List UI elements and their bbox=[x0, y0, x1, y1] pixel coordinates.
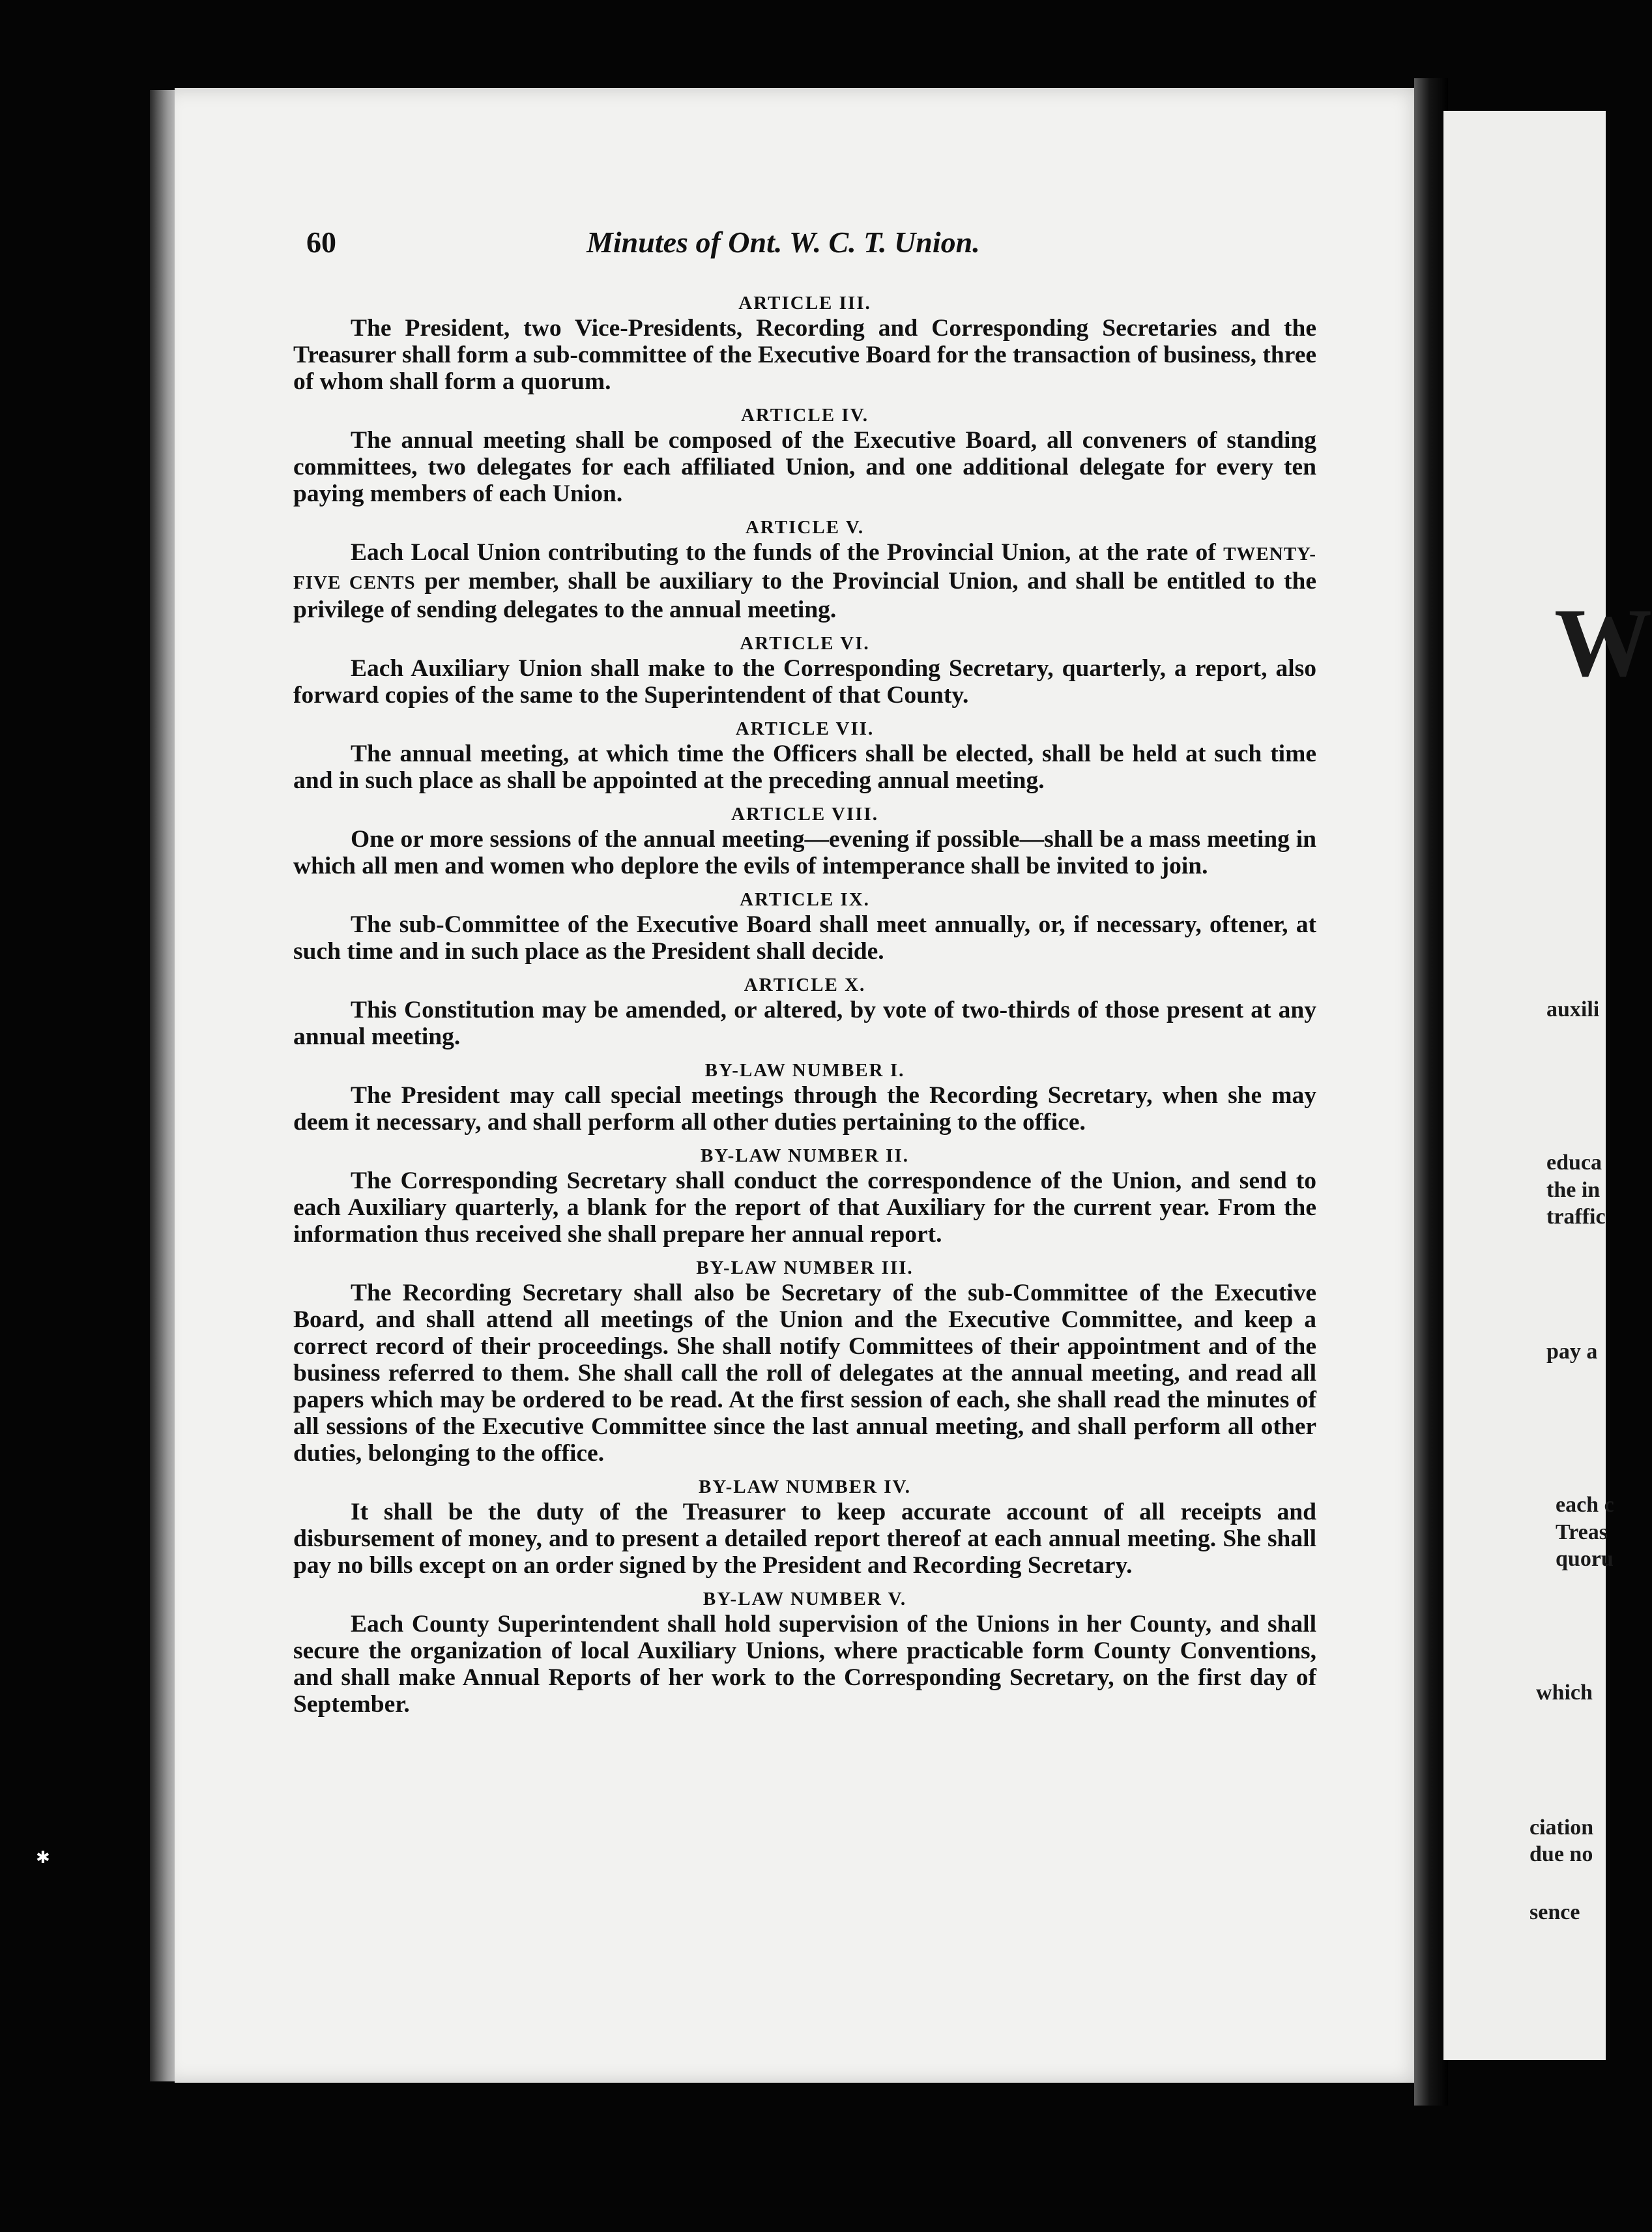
section-heading: ARTICLE VII. bbox=[735, 718, 875, 739]
page-number: 60 bbox=[306, 226, 336, 259]
facing-fragment: quoru bbox=[1556, 1547, 1614, 1571]
section-heading: BY-LAW NUMBER IV. bbox=[699, 1476, 911, 1497]
section-heading: BY-LAW NUMBER I. bbox=[704, 1060, 905, 1081]
facing-fragment: Treas bbox=[1556, 1520, 1608, 1544]
section-article-8 bbox=[293, 803, 1316, 879]
section-heading: ARTICLE IX. bbox=[740, 889, 870, 910]
section-paragraph: The annual meeting shall be composed of the Executive Board, all conveners of standing committees, two delegates for each affiliated Union, and one additional delegate for every ten paying members of each Union. bbox=[293, 427, 1316, 507]
facing-fragment: ciation bbox=[1529, 1815, 1594, 1840]
section-paragraph: One or more sessions of the annual meeting—evening if possible—shall be a mass meeting in which all men and women who deplore the evils of intemperance shall be invited to join. bbox=[293, 826, 1316, 879]
page-body bbox=[293, 292, 1316, 1727]
section-heading: ARTICLE V. bbox=[745, 517, 865, 538]
section-heading: ARTICLE VIII. bbox=[731, 804, 878, 825]
facing-fragment: educa bbox=[1546, 1151, 1602, 1175]
section-bylaw-2 bbox=[293, 1145, 1316, 1248]
facing-fragment: the in bbox=[1546, 1178, 1601, 1202]
section-heading: ARTICLE X. bbox=[744, 975, 866, 995]
section-article-3 bbox=[293, 292, 1316, 395]
section-paragraph: It shall be the duty of the Treasurer to keep accurate account of all receipts and disbursement of money, and to present a detailed report thereof at each annual meeting. She shall pay no bills except on an order signed by the President and Recording Secretary. bbox=[293, 1499, 1316, 1579]
emphasized-amount: TWENTY-FIVE CENTS bbox=[293, 544, 1316, 593]
facing-fragment: auxili bbox=[1546, 997, 1600, 1021]
section-article-9 bbox=[293, 888, 1316, 965]
section-article-5 bbox=[293, 516, 1316, 623]
section-paragraph: This Constitution may be amended, or altered, by vote of two-thirds of those present at any annual meeting. bbox=[293, 997, 1316, 1050]
section-article-4 bbox=[293, 404, 1316, 507]
facing-fragment: each c bbox=[1556, 1493, 1614, 1517]
section-paragraph: The President may call special meetings through the Recording Secretary, when she may deem it necessary, and shall perform all other duties pertaining to the office. bbox=[293, 1082, 1316, 1136]
facing-fragment: sence bbox=[1529, 1900, 1580, 1924]
page-header bbox=[306, 225, 1313, 264]
facing-fragment: traffic bbox=[1546, 1205, 1606, 1229]
paragraph-text: Each Local Union contributing to the funds of the Provincial Union, at the rate of bbox=[351, 539, 1224, 566]
section-heading: BY-LAW NUMBER III. bbox=[696, 1257, 914, 1278]
section-bylaw-4 bbox=[293, 1476, 1316, 1579]
facing-fragment: which bbox=[1536, 1681, 1593, 1705]
section-paragraph: The Recording Secretary shall also be Secretary of the sub-Committee of the Executive Board, and shall attend all meetings of the Union and the Executive Committee, and keep a correct record of their proceedings. She shall notify Committees of their appointment and of the business referred to them. She shall call the roll of delegates at the annual meeting, and read all papers which may be ordered to be read. At the first session of each, she shall read the minutes of all sessions of the Executive Committee since the last annual meeting, and shall perform all other duties, belonging to the office. bbox=[293, 1280, 1316, 1467]
facing-fragment: pay a bbox=[1546, 1340, 1598, 1364]
section-paragraph: The President, two Vice-Presidents, Recording and Corresponding Secretaries and the Treasurer shall form a sub-committee of the Executive Board for the transaction of business, three of whom shall form a quorum. bbox=[293, 315, 1316, 395]
section-paragraph: Each Auxiliary Union shall make to the Corresponding Secretary, quarterly, a report, also forward copies of the same to the Superintendent of that County. bbox=[293, 655, 1316, 709]
section-article-7 bbox=[293, 718, 1316, 794]
section-heading: BY-LAW NUMBER II. bbox=[700, 1145, 910, 1166]
section-heading: ARTICLE III. bbox=[738, 293, 871, 314]
section-paragraph: The annual meeting, at which time the Officers shall be elected, shall be held at such time and in such place as shall be appointed at the preceding annual meeting. bbox=[293, 741, 1316, 794]
scan-speck-icon: ✱ bbox=[36, 1848, 50, 1867]
section-paragraph bbox=[293, 539, 1316, 623]
section-bylaw-5 bbox=[293, 1588, 1316, 1718]
section-article-10 bbox=[293, 974, 1316, 1050]
paragraph-text: per member, shall be auxiliary to the Provincial Union, and shall be entitled to the privilege of sending delegates to the annual meeting. bbox=[293, 568, 1316, 623]
facing-fragment: W bbox=[1554, 589, 1652, 697]
facing-page bbox=[1443, 111, 1652, 2060]
section-bylaw-1 bbox=[293, 1059, 1316, 1136]
section-heading: BY-LAW NUMBER V. bbox=[703, 1589, 907, 1609]
section-article-6 bbox=[293, 632, 1316, 709]
section-heading: ARTICLE IV. bbox=[740, 405, 869, 426]
running-title: Minutes of Ont. W. C. T. Union. bbox=[587, 226, 980, 259]
section-paragraph: The sub-Committee of the Executive Board shall meet annually, or, if necessary, oftener, at such time and in such place as the President shall decide. bbox=[293, 911, 1316, 965]
section-bylaw-3 bbox=[293, 1257, 1316, 1467]
section-paragraph: The Corresponding Secretary shall conduct the correspondence of the Union, and send to each Auxiliary quarterly, a blank for the report of that Auxiliary for the current year. From the information thus received she shall prepare her annual report. bbox=[293, 1167, 1316, 1248]
section-paragraph: Each County Superintendent shall hold supervision of the Unions in her County, and shall secure the organization of local Auxiliary Unions, where practicable form County Conventions, and shall make Annual Reports of her work to the Corresponding Secretary, on the first day of September. bbox=[293, 1611, 1316, 1718]
section-heading: ARTICLE VI. bbox=[740, 633, 870, 654]
facing-fragment: due no bbox=[1529, 1842, 1593, 1866]
